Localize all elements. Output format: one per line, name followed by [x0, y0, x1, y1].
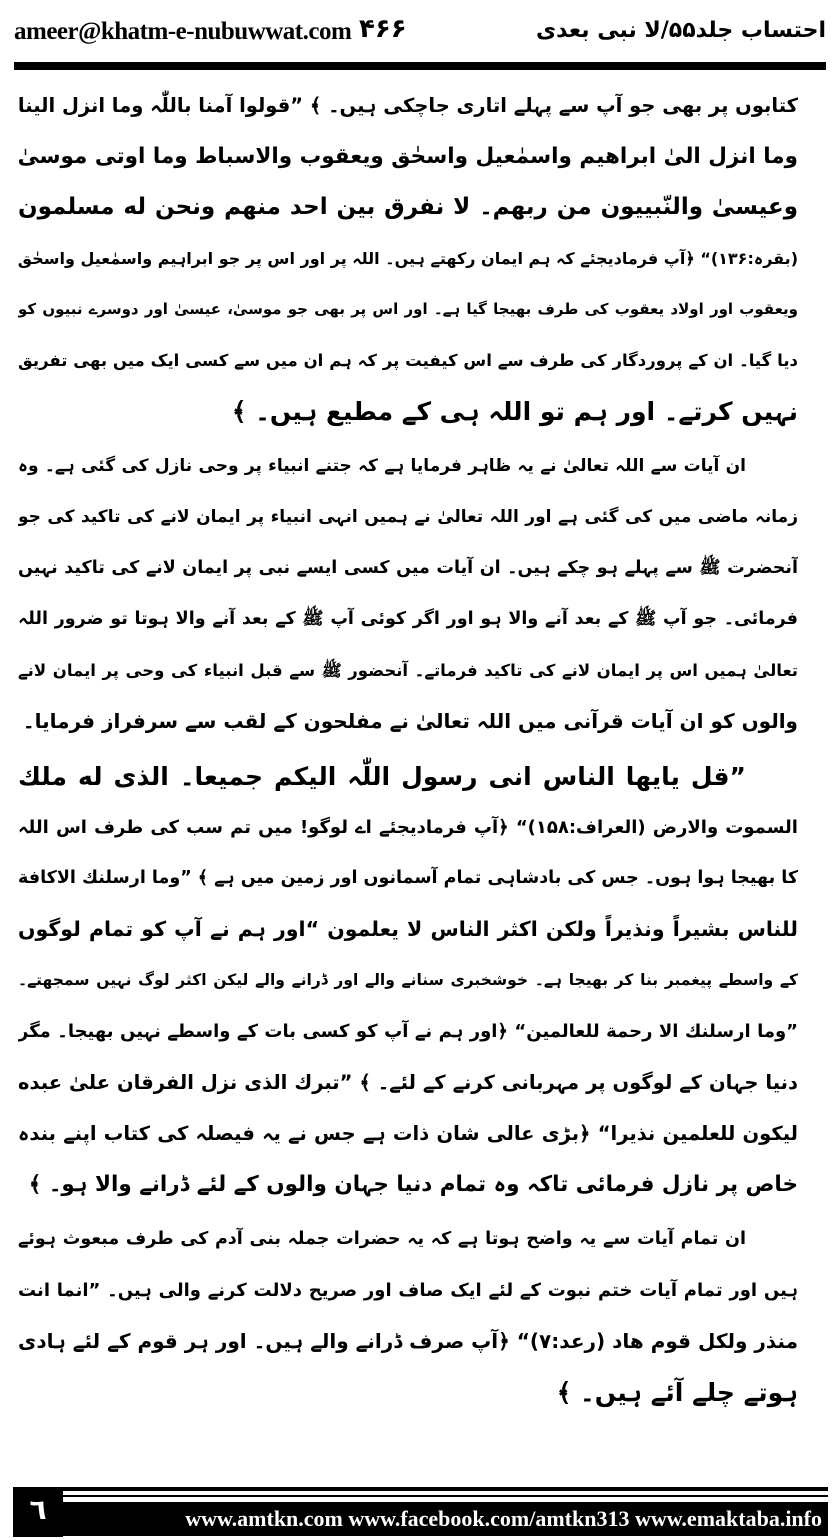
- header-email: ameer@khatm-e-nubuwwat.com: [14, 18, 352, 45]
- text-line: کے واسطے پیغمبر بنا کر بھیجا ہے۔ خوشخبری سنانے والے اور ڈرانے والے لیکن اکثر لوگ نہیں سمجھتے۔: [18, 971, 798, 989]
- text-line: منذر ولکل قوم ھاد (رعد:۷)“ ﴿آپ صرف ڈرانے والے ہیں۔ اور ہر قوم کے لئے ہادی: [18, 1329, 798, 1353]
- text-line: دیا گیا۔ ان کے پروردگار کی طرف سے اس کیفیت پر کہ ہم ان میں سے کسی ایک میں بھی تفریق: [18, 351, 798, 370]
- text-line: فرمائی۔ جو آپ ﷺ کے بعد آنے والا ہو اور اگر کوئی آپ ﷺ کے بعد آنے والا ہوتا تو ضرور اللہ: [18, 609, 798, 629]
- text-line: ”قل یایھا الناس انی رسول اللّٰہ الیکم جمیعا۔ الذی له ملك: [18, 762, 746, 791]
- text-line: کا بھیجا ہوا ہوں۔ جس کی بادشاہی تمام آسمانوں اور زمین میں ہے ﴾ ”وما ارسلنك الاکافة: [18, 868, 798, 888]
- footer-links: www.amtkn.com www.facebook.com/amtkn313 www.emaktaba.info: [63, 1502, 828, 1536]
- header-rule: [14, 62, 826, 70]
- page-body: [18, 80, 798, 1418]
- text-line: زمانہ ماضی میں کی گئی ہے اور اللہ تعالیٰ نے ہمیں انہی انبیاء پر ایمان لانے کی تاکید کی جو: [18, 507, 798, 527]
- text-line: لیکون للعلمین نذیرا“ ﴿بڑی عالی شان ذات ہے جس نے یہ فیصلہ کی کتاب اپنے بندہ: [18, 1122, 798, 1145]
- footer-rule-thin: [63, 1495, 828, 1497]
- footer-page-number: ٦: [13, 1487, 63, 1537]
- text-line: آنحضرت ﷺ سے پہلے ہو چکے ہیں۔ ان آیات میں کسی ایسے نبی پر ایمان لانے کی تاکید نہیں: [18, 558, 798, 578]
- text-line: خاص پر نازل فرمائی تاکہ وہ تمام دنیا جہان والوں کے لئے ڈرانے والا ہو۔ ﴾: [28, 1172, 798, 1197]
- text-line: ویعقوب اور اولاد یعقوب کی طرف بھیجا گیا ہے۔ اور اس پر بھی جو موسیٰ، عیسیٰ اور دوسرے نبیوں کو: [18, 300, 798, 318]
- text-line: کتابوں پر بھی جو آپ سے پہلے اتاری جاچکی ہیں۔ ﴾ ”قولوا آمنا باللّٰہ وما انزل الینا: [18, 94, 798, 117]
- footer-rule: [63, 1487, 828, 1491]
- text-line: ”وما ارسلنك الا رحمة للعالمین“ ﴿اور ہم نے آپ کو کسی بات کے واسطے نہیں بھیجا۔ مگر: [18, 1021, 798, 1042]
- text-line: والوں کو ان آیات قرآنی میں اللہ تعالیٰ نے مفلحون کے لقب سے سرفراز فرمایا۔: [22, 709, 798, 733]
- text-line: ان آیات سے اللہ تعالیٰ نے یہ ظاہر فرمایا ہے کہ جتنے انبیاء پر وحی نازل کی گئی ہے۔ وہ: [18, 456, 746, 476]
- text-line: السموت والارض (العراف:۱۵۸)“ ﴿آپ فرمادیجئے اے لوگو! میں تم سب کی طرف اس اللہ: [18, 817, 798, 838]
- text-line: تعالیٰ ہمیں اس پر ایمان لانے کی تاکید فرماتے۔ آنحضور ﷺ سے قبل انبیاء کی وحی پر ایمان لانے: [18, 661, 798, 680]
- text-line: دنیا جہان کے لوگوں پر مہربانی کرنے کے لئے۔ ﴾ ”تبرك الذی نزل الفرقان علیٰ عبده: [18, 1071, 798, 1094]
- text-line: وعیسیٰ والنّبییون من ربھم۔ لا نفرق بین احد منھم ونحن له مسلمون: [18, 194, 798, 220]
- header-book-title: احتساب جلد۵۵/لا نبی بعدی: [536, 18, 826, 43]
- text-line: ہوتے چلے آئے ہیں۔ ﴾: [556, 1378, 798, 1407]
- text-line: وما انزل الیٰ ابراھیم واسمٰعیل واسحٰق ویعقوب والاسباط وما اوتی موسیٰ: [18, 144, 798, 169]
- text-line: نہیں کرتے۔ اور ہم تو اللہ ہی کے مطیع ہیں۔ ﴾: [231, 397, 798, 426]
- page-header: [14, 14, 826, 58]
- text-line: للناس بشیراً ونذیراً ولکن اکثر الناس لا یعلمون “اور ہم نے آپ کو تمام لوگوں: [18, 917, 798, 941]
- header-page-number: ۴۶۶: [359, 14, 407, 44]
- page-footer: [13, 1487, 828, 1537]
- text-line: ان تمام آیات سے یہ واضح ہوتا ہے کہ یہ حضرات جملہ بنی آدم کی طرف مبعوث ہوئے: [18, 1229, 746, 1249]
- text-line: (بقرہ:۱۳۶)“ ﴿آپ فرمادیجئے کہ ہم ایمان رکھتے ہیں۔ اللہ پر اور اس پر جو ابراہیم واسمٰعیل واسحٰق: [18, 249, 798, 268]
- text-line: ہیں اور تمام آیات ختم نبوت کے لئے ایک صاف اور صریح دلالت کرنے والی ہیں۔ ”انما انت: [18, 1280, 798, 1301]
